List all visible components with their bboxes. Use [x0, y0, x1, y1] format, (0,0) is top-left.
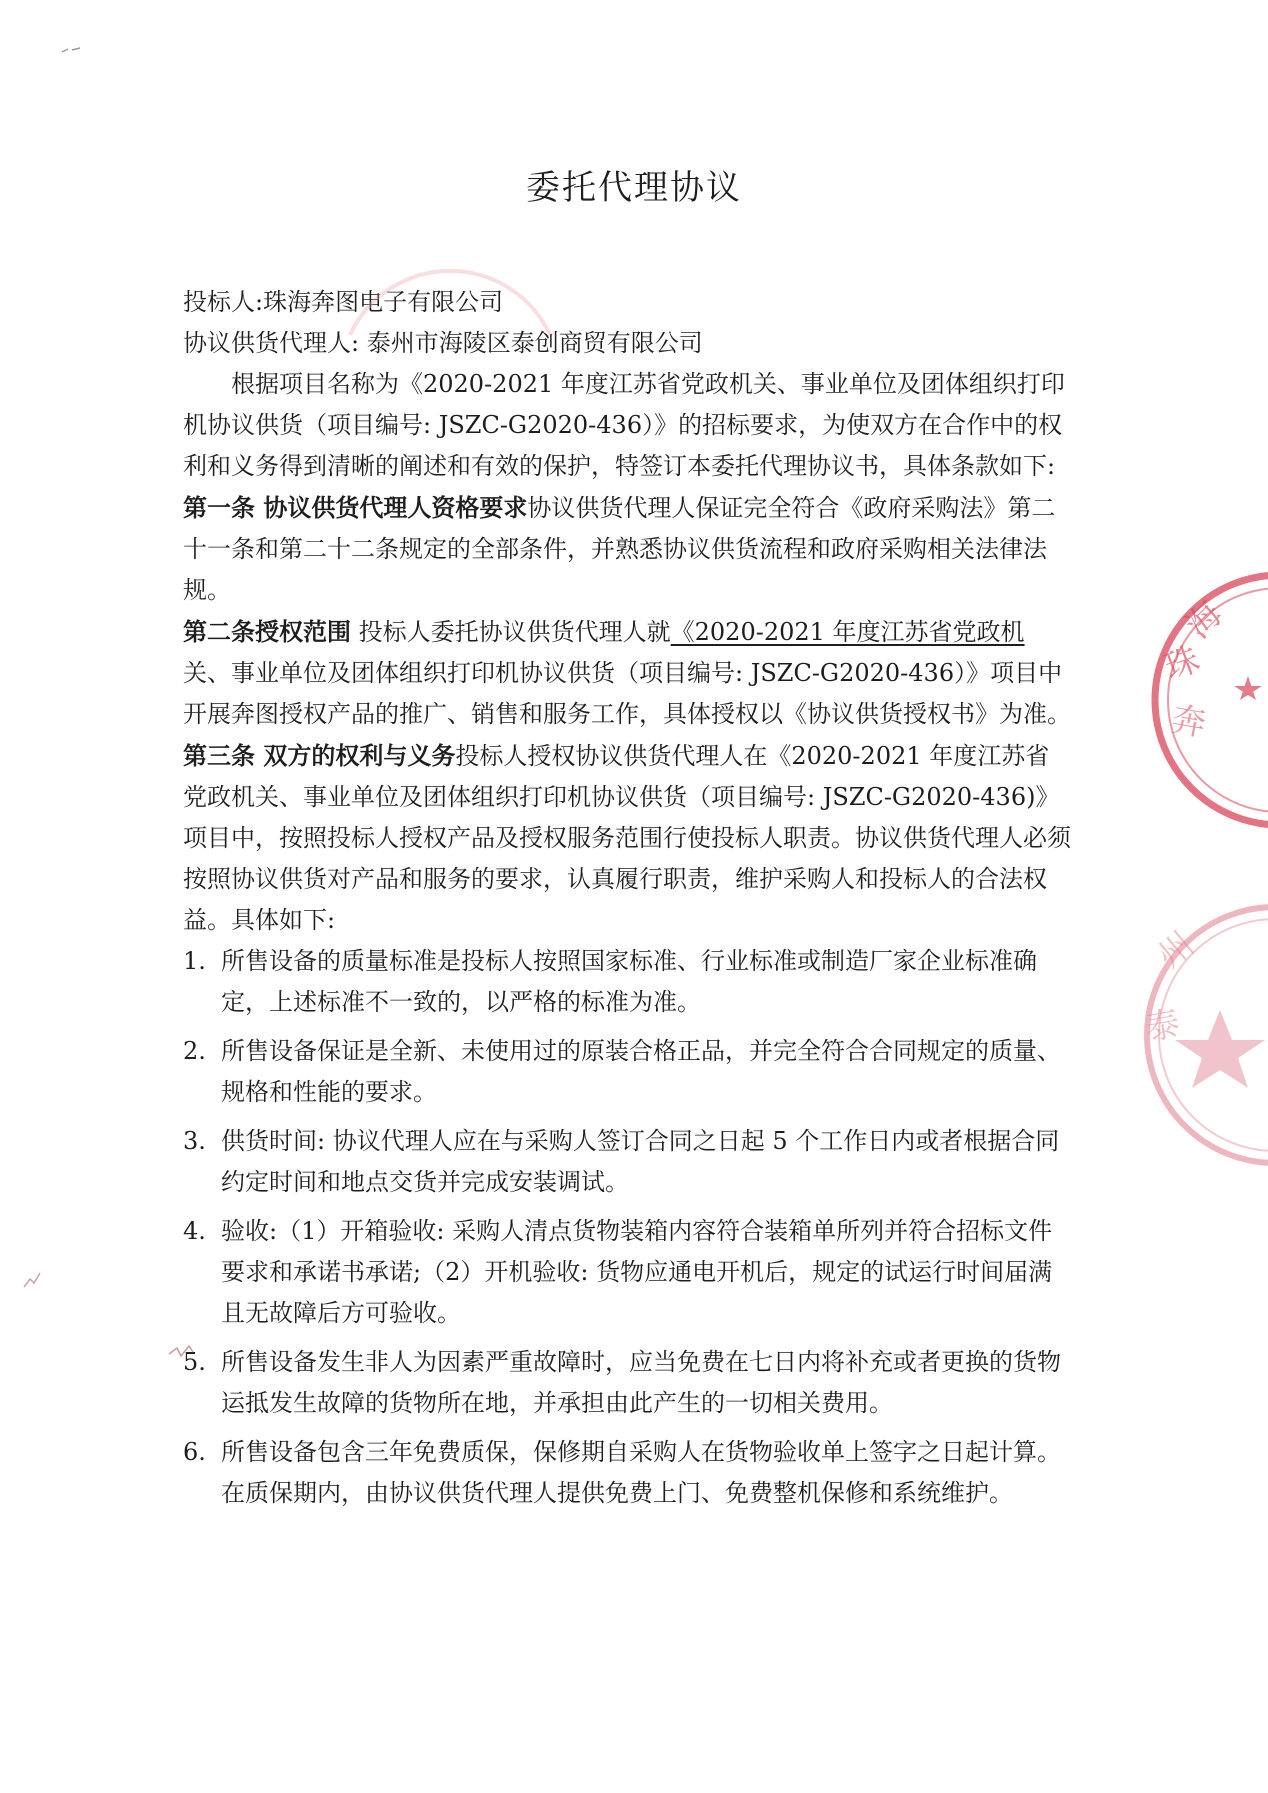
list-item-text: 所售设备的质量标准是投标人按照国家标准、行业标准或制造厂家企业标准确定，上述标准不一致的，以严格的标准为准。 — [221, 947, 1037, 1016]
company-seal-upper — [1130, 560, 1268, 840]
article-3 — [183, 735, 1071, 941]
list-item-text: 所售设备保证是全新、未使用过的原装合格正品，并完全符合合同规定的质量、规格和性能的要求。 — [221, 1037, 1061, 1106]
svg-text:海: 海 — [1178, 594, 1231, 647]
document-body — [183, 282, 1071, 1522]
article-2 — [183, 611, 1071, 735]
article-2-body-pre: 投标人委托协议供货代理人就 — [351, 618, 671, 646]
list-item — [183, 1121, 1071, 1203]
list-item — [183, 1432, 1071, 1514]
article-1-heading: 第一条 协议供货代理人资格要求 — [183, 493, 528, 522]
article-2-heading: 第二条授权范围 — [183, 617, 351, 646]
list-item-number: 5. — [183, 1348, 206, 1376]
list-item-number: 3. — [183, 1127, 206, 1155]
list-item-number: 1. — [183, 947, 206, 975]
document-title: 委托代理协议 — [526, 168, 742, 208]
list-item — [183, 1211, 1071, 1334]
list-item-number: 6. — [183, 1438, 206, 1466]
article-1 — [183, 487, 1071, 611]
svg-text:奔: 奔 — [1168, 699, 1209, 745]
agent-line: 协议供货代理人: 泰州市海陵区泰创商贸有限公司 — [183, 329, 703, 357]
list-item-text: 所售设备包含三年免费质保，保修期自采购人在货物验收单上签字之日起计算。在质保期内，由协议供货代理人提供免费上门、免费整机保修和系统维护。 — [221, 1438, 1061, 1507]
obligations-list — [183, 941, 1071, 1514]
article-1-body: 协议供货代理人保证完全符合《政府采购法》第二十一条和第二十二条规定的全部条件，并熟悉协议供货流程和政府采购相关法律法规。 — [183, 494, 1056, 604]
list-item-text: 验收:（1）开箱验收: 采购人清点货物装箱内容符合装箱单所列并符合招标文件要求和承诺书承诺;（2）开机验收: 货物应通电开机后，规定的试运行时间届满且无故障后方可验收。 — [221, 1217, 1053, 1327]
list-item — [183, 941, 1071, 1023]
article-3-heading: 第三条 双方的权利与义务 — [183, 741, 456, 770]
list-item — [183, 1031, 1071, 1113]
agent-seal-lower — [1110, 890, 1268, 1180]
svg-text:州: 州 — [1150, 924, 1202, 977]
scan-mark-top-left — [60, 40, 90, 60]
svg-text:泰: 泰 — [1142, 1003, 1184, 1049]
intro-paragraph: 根据项目名称为《2020-2021 年度江苏省党政机关、事业单位及团体组织打印机协议供货（项目编号: JSZC-G2020-436）》的招标要求，为使双方在合作中的权利和义务得到清晰的阐述和有效的保护，特签订本委托代理协议书，具体条款如下: — [183, 370, 1065, 480]
svg-text:珠: 珠 — [1159, 639, 1206, 689]
article-2-body-underlined: 《2020-2021 年度江苏省党政机 — [670, 618, 1025, 646]
list-item-number: 4. — [183, 1217, 206, 1245]
bidder-line: 投标人:珠海奔图电子有限公司 — [183, 288, 504, 316]
list-item-text: 所售设备发生非人为因素严重故障时，应当免费在七日内将补充或者更换的货物运抵发生故障的货物所在地，并承担由此产生的一切相关费用。 — [221, 1348, 1061, 1417]
list-item-text: 供货时间: 协议代理人应在与采购人签订合同之日起 5 个工作日内或者根据合同约定时间和地点交货并完成安装调试。 — [221, 1127, 1060, 1196]
scan-mark-left — [20, 1265, 50, 1295]
article-3-body: 投标人授权协议供货代理人在《2020-2021 年度江苏省党政机关、事业单位及团体组织打印机协议供货（项目编号: JSZC-G2020-436)》项目中，按照投标人授权产品及授权服务范围行使投标人职责。协议供货代理人必须按照协议供货对产品和服务的要求，认真履行职责，维护采购人和投标人的合法权益。具体如下: — [183, 742, 1071, 934]
list-item-number: 2. — [183, 1037, 206, 1065]
article-2-body-post: 关、事业单位及团体组织打印机协议供货（项目编号: JSZC-G2020-436）》项目中开展奔图授权产品的推广、销售和服务工作，具体授权以《协议供货授权书》为准。 — [183, 659, 1071, 728]
list-item — [183, 1342, 1071, 1424]
